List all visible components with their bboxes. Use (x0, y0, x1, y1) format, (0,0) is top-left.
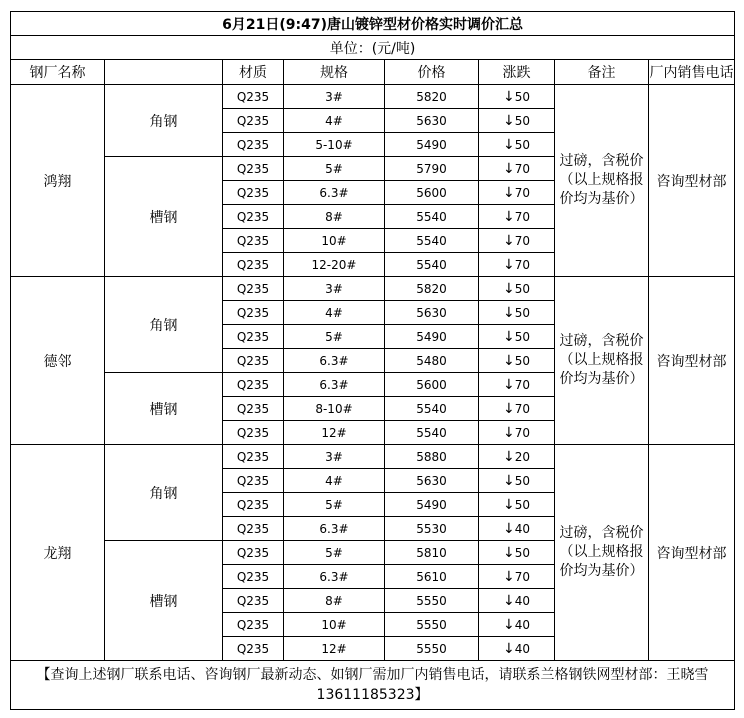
change-value: 50 (514, 497, 530, 512)
down-arrow-icon: ↓ (502, 88, 515, 105)
material-cell: Q235 (223, 181, 284, 205)
change-value: 20 (514, 449, 530, 464)
steel-type: 角钢 (105, 445, 223, 541)
change-cell (479, 589, 555, 613)
price-cell: 5490 (385, 493, 479, 517)
down-arrow-icon: ↓ (502, 160, 515, 177)
material-cell: Q235 (223, 205, 284, 229)
change-cell (479, 445, 555, 469)
change-cell (479, 469, 555, 493)
spec-cell: 5# (284, 541, 385, 565)
steel-type: 槽钢 (105, 541, 223, 661)
change-cell (479, 229, 555, 253)
change-cell (479, 181, 555, 205)
down-arrow-icon: ↓ (502, 616, 515, 633)
price-cell: 5600 (385, 373, 479, 397)
change-cell (479, 301, 555, 325)
change-value: 70 (514, 425, 530, 440)
down-arrow-icon: ↓ (502, 448, 515, 465)
down-arrow-icon: ↓ (502, 472, 515, 489)
material-cell: Q235 (223, 277, 284, 301)
spec-cell: 5# (284, 493, 385, 517)
change-cell (479, 613, 555, 637)
material-cell: Q235 (223, 493, 284, 517)
material-cell: Q235 (223, 613, 284, 637)
price-cell: 5630 (385, 469, 479, 493)
down-arrow-icon: ↓ (502, 184, 515, 201)
material-cell: Q235 (223, 517, 284, 541)
change-cell (479, 349, 555, 373)
down-arrow-icon: ↓ (502, 496, 515, 513)
steel-type: 槽钢 (105, 157, 223, 277)
price-cell: 5810 (385, 541, 479, 565)
change-value: 70 (514, 233, 530, 248)
price-cell: 5880 (385, 445, 479, 469)
price-cell: 5820 (385, 277, 479, 301)
change-cell (479, 421, 555, 445)
note-cell: 过磅，含税价（以上规格报价均为基价） (555, 85, 649, 277)
spec-cell: 4# (284, 109, 385, 133)
change-cell (479, 397, 555, 421)
price-cell: 5540 (385, 253, 479, 277)
material-cell: Q235 (223, 469, 284, 493)
change-cell (479, 637, 555, 661)
steel-type: 角钢 (105, 277, 223, 373)
change-value: 50 (514, 89, 530, 104)
down-arrow-icon: ↓ (502, 424, 515, 441)
change-cell (479, 85, 555, 109)
price-cell: 5600 (385, 181, 479, 205)
change-cell (479, 325, 555, 349)
spec-cell: 8# (284, 589, 385, 613)
mill-name: 德邻 (11, 277, 105, 445)
price-cell: 5550 (385, 589, 479, 613)
down-arrow-icon: ↓ (502, 568, 515, 585)
change-value: 70 (514, 569, 530, 584)
change-value: 70 (514, 209, 530, 224)
spec-cell: 12# (284, 637, 385, 661)
spec-cell: 6.3# (284, 565, 385, 589)
material-cell: Q235 (223, 325, 284, 349)
down-arrow-icon: ↓ (502, 376, 515, 393)
spec-cell: 5-10# (284, 133, 385, 157)
mill-name: 龙翔 (11, 445, 105, 661)
price-cell: 5550 (385, 613, 479, 637)
material-cell: Q235 (223, 397, 284, 421)
material-cell: Q235 (223, 541, 284, 565)
table-row (11, 277, 735, 301)
spec-cell: 3# (284, 277, 385, 301)
change-cell (479, 541, 555, 565)
down-arrow-icon: ↓ (502, 328, 515, 345)
change-value: 50 (514, 113, 530, 128)
change-cell (479, 565, 555, 589)
down-arrow-icon: ↓ (502, 256, 515, 273)
spec-cell: 4# (284, 301, 385, 325)
change-cell (479, 157, 555, 181)
spec-cell: 6.3# (284, 181, 385, 205)
price-table (10, 11, 735, 710)
change-value: 70 (514, 401, 530, 416)
phone-cell: 咨询型材部 (649, 85, 735, 277)
spec-cell: 10# (284, 229, 385, 253)
material-cell: Q235 (223, 445, 284, 469)
spec-cell: 10# (284, 613, 385, 637)
header-row (11, 60, 735, 85)
price-sheet (10, 11, 734, 710)
price-cell: 5630 (385, 301, 479, 325)
table-row (11, 445, 735, 469)
note-cell: 过磅，含税价（以上规格报价均为基价） (555, 445, 649, 661)
table-row (11, 85, 735, 109)
change-value: 70 (514, 161, 530, 176)
change-value: 40 (514, 617, 530, 632)
phone-cell: 咨询型材部 (649, 445, 735, 661)
price-cell: 5540 (385, 229, 479, 253)
header-note: 备注 (555, 60, 649, 85)
change-value: 50 (514, 329, 530, 344)
price-cell: 5550 (385, 637, 479, 661)
change-value: 50 (514, 473, 530, 488)
header-change: 涨跌 (479, 60, 555, 85)
material-cell: Q235 (223, 301, 284, 325)
spec-cell: 12-20# (284, 253, 385, 277)
price-cell: 5490 (385, 133, 479, 157)
change-cell (479, 133, 555, 157)
page-title: 6月21日(9:47)唐山镀锌型材价格实时调价汇总 (11, 12, 735, 36)
change-value: 40 (514, 521, 530, 536)
header-blank (105, 60, 223, 85)
change-value: 40 (514, 641, 530, 656)
spec-cell: 8-10# (284, 397, 385, 421)
change-value: 50 (514, 305, 530, 320)
spec-cell: 6.3# (284, 349, 385, 373)
down-arrow-icon: ↓ (502, 640, 515, 657)
header-mill-name: 钢厂名称 (11, 60, 105, 85)
spec-cell: 6.3# (284, 373, 385, 397)
down-arrow-icon: ↓ (502, 520, 515, 537)
change-cell (479, 493, 555, 517)
price-cell: 5540 (385, 421, 479, 445)
change-value: 50 (514, 137, 530, 152)
material-cell: Q235 (223, 157, 284, 181)
change-value: 70 (514, 377, 530, 392)
down-arrow-icon: ↓ (502, 544, 515, 561)
header-price: 价格 (385, 60, 479, 85)
note-cell: 过磅，含税价（以上规格报价均为基价） (555, 277, 649, 445)
price-cell: 5610 (385, 565, 479, 589)
price-cell: 5530 (385, 517, 479, 541)
material-cell: Q235 (223, 349, 284, 373)
header-spec: 规格 (284, 60, 385, 85)
down-arrow-icon: ↓ (502, 304, 515, 321)
spec-cell: 4# (284, 469, 385, 493)
down-arrow-icon: ↓ (502, 352, 515, 369)
spec-cell: 3# (284, 85, 385, 109)
mill-name: 鸿翔 (11, 85, 105, 277)
material-cell: Q235 (223, 133, 284, 157)
material-cell: Q235 (223, 85, 284, 109)
change-cell (479, 205, 555, 229)
header-phone: 厂内销售电话 (649, 60, 735, 85)
change-value: 50 (514, 281, 530, 296)
down-arrow-icon: ↓ (502, 112, 515, 129)
spec-cell: 3# (284, 445, 385, 469)
price-cell: 5790 (385, 157, 479, 181)
price-cell: 5490 (385, 325, 479, 349)
down-arrow-icon: ↓ (502, 232, 515, 249)
material-cell: Q235 (223, 253, 284, 277)
change-value: 70 (514, 257, 530, 272)
down-arrow-icon: ↓ (502, 592, 515, 609)
change-value: 50 (514, 545, 530, 560)
spec-cell: 12# (284, 421, 385, 445)
steel-type: 槽钢 (105, 373, 223, 445)
change-value: 50 (514, 353, 530, 368)
material-cell: Q235 (223, 229, 284, 253)
change-cell (479, 277, 555, 301)
down-arrow-icon: ↓ (502, 136, 515, 153)
spec-cell: 5# (284, 157, 385, 181)
down-arrow-icon: ↓ (502, 400, 515, 417)
header-material: 材质 (223, 60, 284, 85)
material-cell: Q235 (223, 109, 284, 133)
down-arrow-icon: ↓ (502, 208, 515, 225)
change-cell (479, 253, 555, 277)
material-cell: Q235 (223, 421, 284, 445)
material-cell: Q235 (223, 637, 284, 661)
steel-type: 角钢 (105, 85, 223, 157)
change-value: 70 (514, 185, 530, 200)
change-cell (479, 109, 555, 133)
footer-contact: 【查询上述钢厂联系电话、咨询钢厂最新动态、如钢厂需加厂内销售电话，请联系兰格钢铁网型材部：王晓雪13611185323】 (11, 661, 735, 710)
price-cell: 5820 (385, 85, 479, 109)
spec-cell: 8# (284, 205, 385, 229)
change-cell (479, 373, 555, 397)
material-cell: Q235 (223, 373, 284, 397)
material-cell: Q235 (223, 589, 284, 613)
spec-cell: 6.3# (284, 517, 385, 541)
price-cell: 5480 (385, 349, 479, 373)
price-cell: 5630 (385, 109, 479, 133)
phone-cell: 咨询型材部 (649, 277, 735, 445)
unit-label: 单位：(元/吨) (11, 36, 735, 60)
change-cell (479, 517, 555, 541)
spec-cell: 5# (284, 325, 385, 349)
price-cell: 5540 (385, 397, 479, 421)
price-cell: 5540 (385, 205, 479, 229)
material-cell: Q235 (223, 565, 284, 589)
change-value: 40 (514, 593, 530, 608)
down-arrow-icon: ↓ (502, 280, 515, 297)
